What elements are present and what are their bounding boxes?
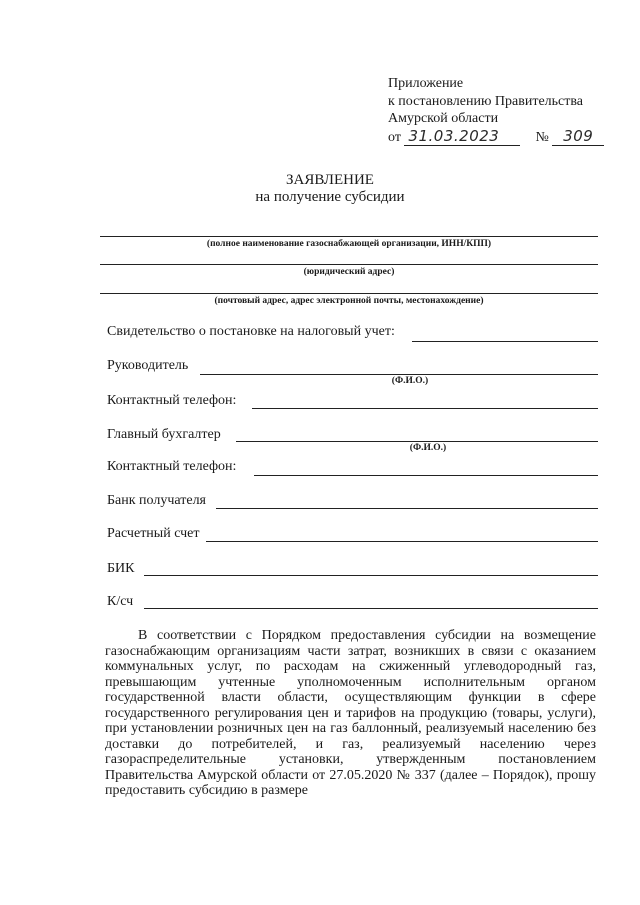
document-heading: ЗАЯВЛЕНИЕ [286,172,374,188]
from-label: от [388,129,401,145]
document-subheading: на получение субсидии [255,189,405,205]
paragraph-line: доставки до потребителей, и газ, реализуемый населению через [105,736,596,752]
number-label: № [535,129,549,145]
tax-certificate-line [412,341,598,342]
director-caption: (Ф.И.О.) [391,376,429,386]
appendix-decree: к постановлению Правительства [388,93,584,109]
paragraph-line: государственного регулирования цен и тарифов на продукцию (товары, услуги), [105,705,596,721]
account-label: Расчетный счет [107,526,200,541]
chief-accountant-label: Главный бухгалтер [107,427,221,442]
accountant-phone-line [254,475,598,476]
director-phone-label: Контактный телефон: [107,393,237,408]
paragraph-line: превышающим учтенные уполномоченным исполнительным органом [105,674,596,690]
paragraph-line: государственной власти области, осуществляющим функции в сфере [105,690,596,705]
postal-address-line [100,293,598,294]
director-label: Руководитель [107,358,189,373]
paragraph-line: В соответствии с Порядком предоставления субсидии на возмещение [138,628,596,643]
legal-address-line [100,264,598,265]
paragraph-line: при установлении розничных цен на газ баллонный, реализуемый населению без [105,721,596,736]
decree-number: 309 [552,128,604,147]
legal-address-caption: (юридический адрес) [303,267,395,277]
paragraph-line: предоставить субсидию в размере [105,783,309,798]
postal-address-caption: (почтовый адрес, адрес электронной почты, местонахождение) [214,296,484,306]
appendix-date-line [388,128,604,147]
paragraph-line: Правительства Амурской области от 27.05.2020 № 337 (далее – Порядок), прошу [105,767,596,783]
director-line [200,374,598,375]
appendix-title: Приложение [388,76,464,91]
accountant-caption: (Ф.И.О.) [409,443,447,453]
bank-line [216,508,598,509]
appendix-block [388,75,604,146]
paragraph-line: коммунальных услуг, по расходам на сжиженный углеводородный газ, [105,659,596,674]
corr-account-line [144,608,598,609]
account-line [206,541,598,542]
tax-certificate-label: Свидетельство о постановке на налоговый учет: [107,324,395,339]
chief-accountant-line [236,441,598,442]
bank-label: Банк получателя [107,493,206,508]
appendix-region: Амурской области [388,111,499,126]
decree-date: 31.03.2023 [404,128,520,147]
bik-line [144,575,598,576]
org-name-line [100,236,598,237]
bik-label: БИК [107,561,135,576]
accountant-phone-label: Контактный телефон: [107,459,237,474]
request-paragraph [105,628,596,799]
org-name-caption: (полное наименование газоснабжающей организации, ИНН/КПП) [206,239,492,249]
paragraph-line: газораспределительные установки, утвержденным постановлением [105,752,596,767]
paragraph-line: газоснабжающим организациям части затрат, возникших в связи с оказанием [105,643,596,659]
corr-account-label: К/сч [107,594,134,609]
director-phone-line [252,408,598,409]
